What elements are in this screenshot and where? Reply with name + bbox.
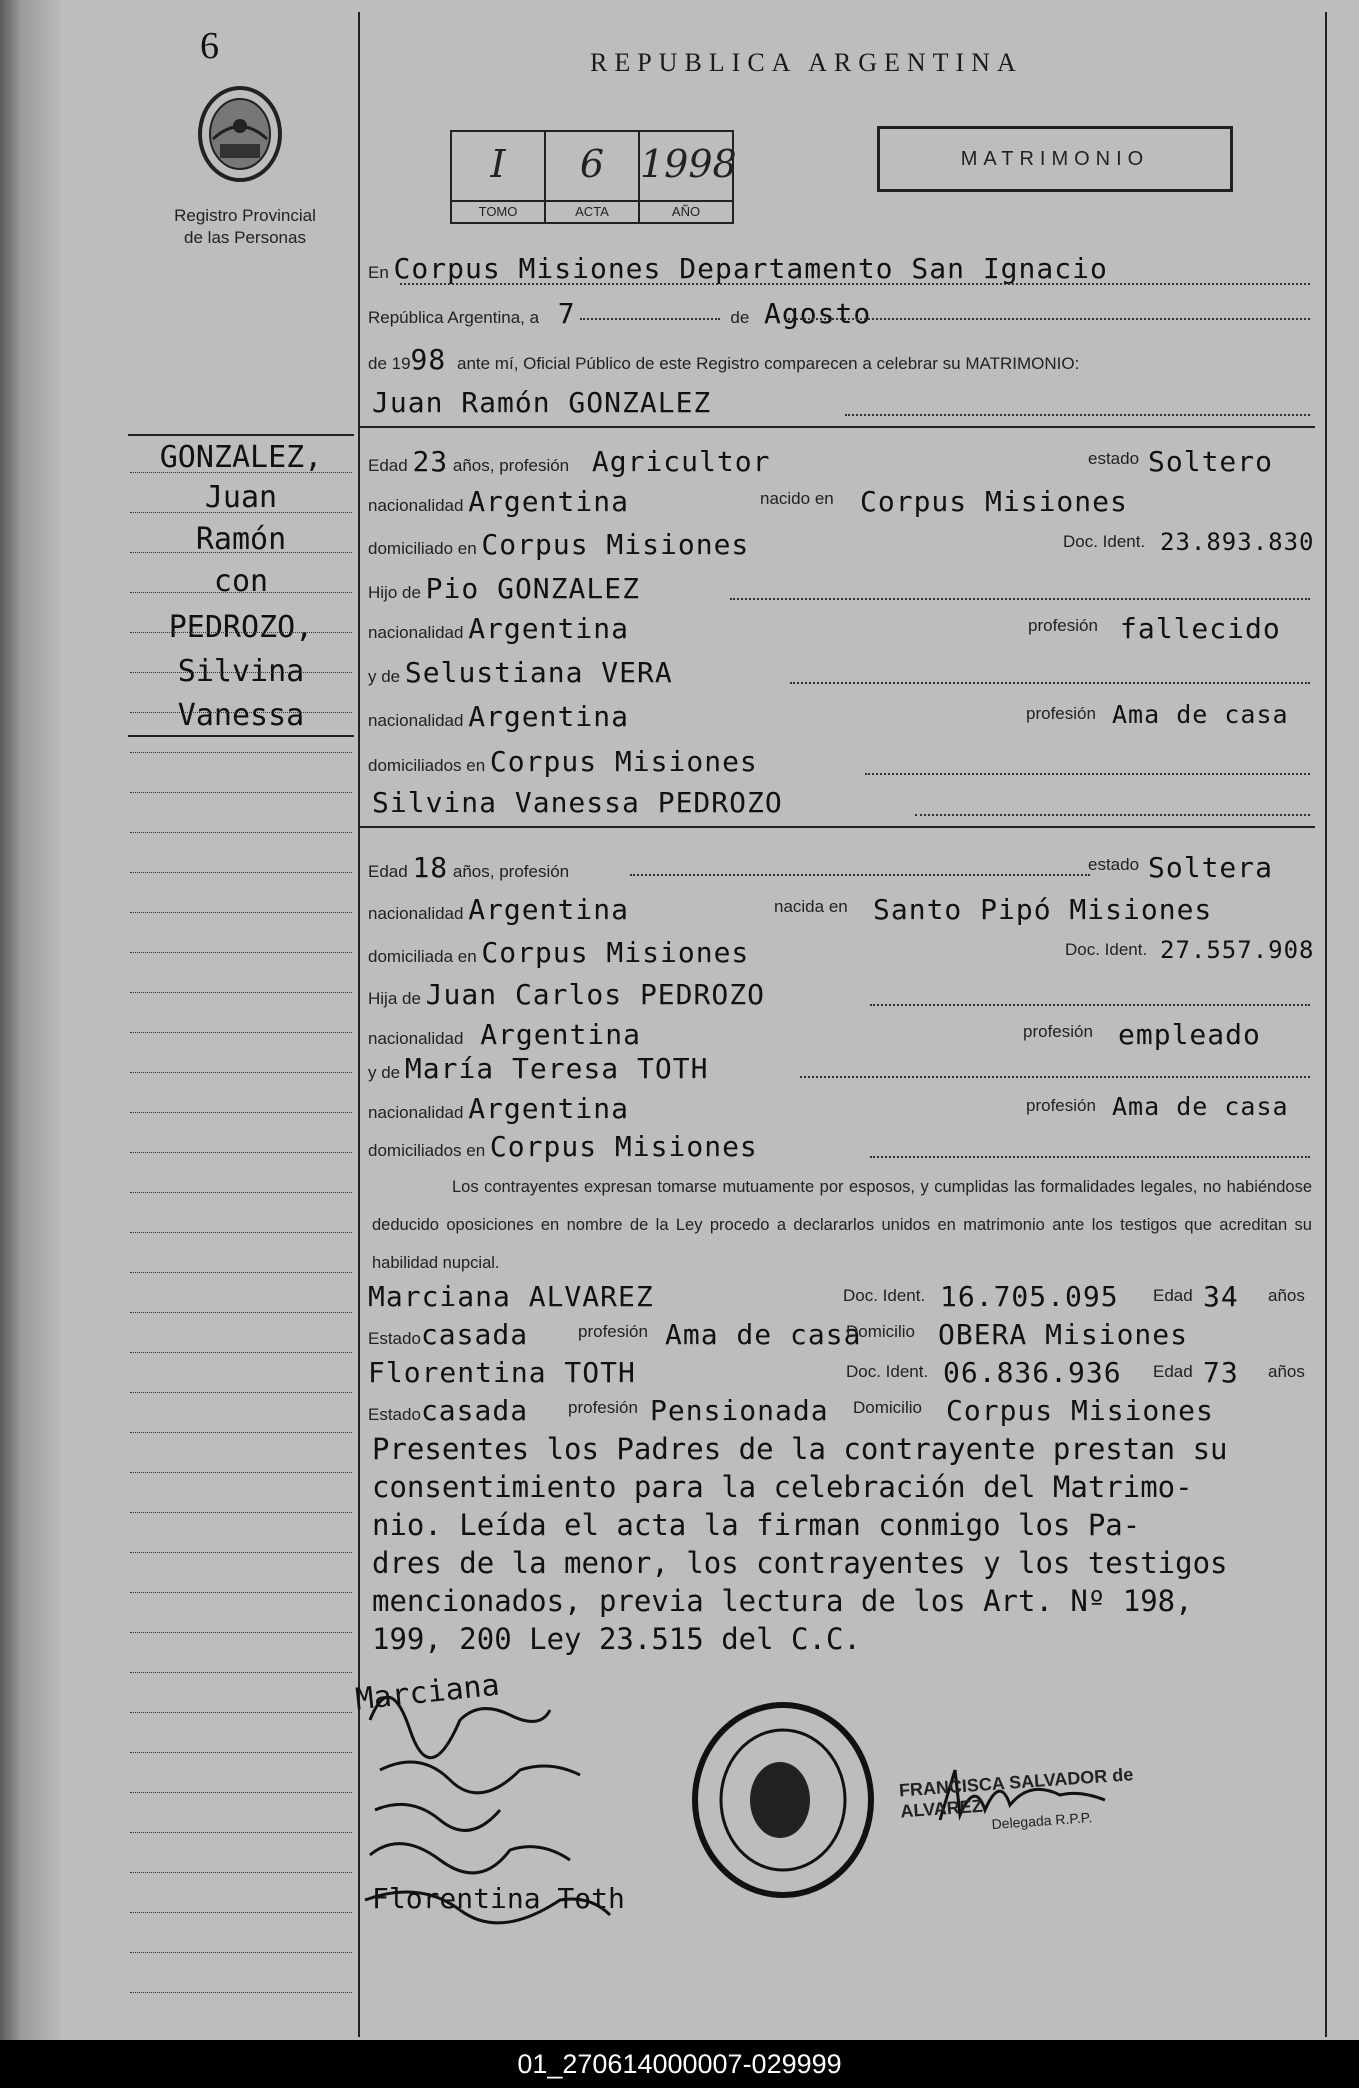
note-line: nio. Leída el acta la firman conmigo los Pa- xyxy=(372,1508,1141,1542)
en-label: En xyxy=(368,263,389,282)
profesion-label: profesión xyxy=(578,1322,648,1341)
witness1-name: Marciana ALVAREZ xyxy=(368,1280,654,1313)
margin-rule xyxy=(130,1912,352,1913)
statement-row xyxy=(368,343,1313,377)
margin-rule xyxy=(130,872,352,873)
edad-label: Edad xyxy=(368,456,408,475)
acta-value: 6 xyxy=(579,142,605,186)
profesion-label: profesión xyxy=(1026,1096,1096,1115)
tomo-label: TOMO xyxy=(452,200,544,222)
de-label: de xyxy=(730,308,750,327)
section-divider xyxy=(360,826,1315,828)
margin-bottom-rule xyxy=(128,735,354,737)
margin-rule xyxy=(130,1112,352,1113)
dotted-line xyxy=(785,318,1310,320)
month-value: Agosto xyxy=(764,297,872,330)
registry-name xyxy=(150,205,340,249)
nacionalidad-label: nacionalidad xyxy=(368,904,464,923)
groom-mother: Selustiana VERA xyxy=(404,656,673,689)
edad-label: Edad xyxy=(1153,1286,1193,1305)
nacionalidad-label: nacionalidad xyxy=(368,496,464,515)
bride-age-row xyxy=(368,851,1313,885)
margin-rule xyxy=(130,752,352,753)
margin-rule xyxy=(130,1072,352,1073)
doc-ident-label: Doc. Ident. xyxy=(843,1286,926,1305)
groom-mother-profession: Ama de casa xyxy=(1112,700,1289,729)
margin-rule xyxy=(130,1792,352,1793)
margin-rule xyxy=(130,472,352,473)
witness1-doc: 16.705.095 xyxy=(940,1280,1119,1313)
estado-label: Estado xyxy=(368,1405,421,1424)
note-line: consentimiento para la celebración del Matrimo- xyxy=(372,1470,1193,1504)
groom-father: Pio GONZALEZ xyxy=(425,572,640,605)
bride-father-nat-row xyxy=(368,1018,1313,1052)
witness1-age: 34 xyxy=(1203,1280,1239,1313)
dotted-line xyxy=(580,318,720,320)
estado-label: Estado xyxy=(368,1329,421,1348)
dotted-line xyxy=(845,414,1310,416)
year-value: 98 xyxy=(410,343,447,376)
declaration-text: Los contrayentes expresan tomarse mutuamente por esposos, y cumplidas las formalidades legales, no habiéndose deducido oposiciones en nombre de la Ley procedo a declararlos unidos en matrimonio ante los testigos que acreditan su habilidad nupcial. xyxy=(372,1178,1312,1272)
margin-top-rule xyxy=(128,434,354,436)
witness1-row xyxy=(368,1280,1313,1314)
witness2-doc: 06.836.936 xyxy=(943,1356,1122,1389)
margin-rule xyxy=(130,632,352,633)
margin-rule xyxy=(130,792,352,793)
estado-label: estado xyxy=(1088,855,1140,874)
witness2-profession: Pensionada xyxy=(650,1394,829,1427)
witness2-estado: casada xyxy=(420,1394,529,1427)
bride-nationality-row xyxy=(368,893,1313,927)
registry-line-1: Registro Provincial xyxy=(174,206,316,225)
margin-rule xyxy=(130,512,352,513)
margin-name-line: Juan xyxy=(204,480,278,515)
groom-nationality-row xyxy=(368,485,1313,519)
margin-rule xyxy=(130,712,352,713)
bride-father-nationality: Argentina xyxy=(480,1018,641,1051)
bride-nationality: Argentina xyxy=(468,893,629,926)
image-id-footer: 01_270614000007-029999 xyxy=(0,2040,1359,2088)
margin-rule xyxy=(130,1352,352,1353)
profesion-label: profesión xyxy=(568,1398,638,1417)
nacida-label: nacida en xyxy=(774,897,848,916)
bride-mother-nat-row xyxy=(368,1092,1313,1126)
signature-text: Marciana xyxy=(353,1667,502,1718)
registry-line-2: de las Personas xyxy=(184,228,306,247)
ano-cell xyxy=(640,132,737,222)
place-value: Corpus Misiones Departamento San Ignacio xyxy=(393,252,1108,285)
groom-doc: 23.893.830 xyxy=(1160,528,1315,556)
margin-rule xyxy=(130,1872,352,1873)
domicilio-label: Domicilio xyxy=(846,1322,915,1341)
domiciliados-label: domiciliados en xyxy=(368,756,486,775)
doc-ident-label: Doc. Ident. xyxy=(1063,532,1146,551)
domiciliada-label: domiciliada en xyxy=(368,947,477,966)
groom-mother-row xyxy=(368,656,1313,690)
bride-mother-nationality: Argentina xyxy=(468,1092,629,1125)
note-line: dres de la menor, los contrayentes y los testigos xyxy=(372,1546,1228,1580)
margin-rule xyxy=(130,1032,352,1033)
hijo-label: Hijo de xyxy=(368,583,421,602)
nacionalidad-label: nacionalidad xyxy=(368,623,464,642)
y-de-label: y de xyxy=(368,1063,401,1082)
day-value: 7 xyxy=(557,297,576,330)
margin-rule xyxy=(130,1992,352,1993)
groom-father-profession: fallecido xyxy=(1120,612,1281,645)
doc-ident-label: Doc. Ident. xyxy=(846,1362,929,1381)
margin-rule xyxy=(130,952,352,953)
binding-shadow xyxy=(0,0,60,2040)
section-divider xyxy=(360,426,1315,428)
record-reference-box xyxy=(450,130,737,224)
date-row xyxy=(368,297,1313,331)
witness1-profession: Ama de casa xyxy=(665,1318,862,1351)
groom-estado: Soltero xyxy=(1148,445,1274,478)
witness1-domicile: OBERA Misiones xyxy=(938,1318,1189,1351)
bride-parents-domicile: Corpus Misiones xyxy=(489,1130,758,1163)
groom-domicile: Corpus Misiones xyxy=(481,528,750,561)
margin-rule xyxy=(130,912,352,913)
bride-domicile-row xyxy=(368,936,1313,970)
signature-text: Florentina Toth xyxy=(372,1882,625,1915)
margin-rule xyxy=(130,1192,352,1193)
nacionalidad-label: nacionalidad xyxy=(368,1103,464,1122)
witness2-name: Florentina TOTH xyxy=(368,1356,636,1389)
witness1-detail-row xyxy=(368,1318,1313,1352)
bride-parents-dom-row xyxy=(368,1130,1313,1164)
dotted-line xyxy=(870,1156,1310,1158)
dotted-line xyxy=(630,874,1090,876)
document-type-box: MATRIMONIO xyxy=(877,126,1233,192)
domiciliado-label: domiciliado en xyxy=(368,539,477,558)
nacionalidad-label: nacionalidad xyxy=(368,711,464,730)
tomo-cell xyxy=(452,132,546,222)
bride-doc: 27.557.908 xyxy=(1160,936,1315,964)
groom-mother-nat-row xyxy=(368,700,1313,734)
groom-parents-domicile: Corpus Misiones xyxy=(489,745,758,778)
witness2-domicile: Corpus Misiones xyxy=(946,1394,1214,1427)
dotted-line xyxy=(400,283,1310,285)
y-de-label: y de xyxy=(368,667,401,686)
domicilio-label: Domicilio xyxy=(853,1398,922,1417)
profesion-label: profesión xyxy=(1023,1022,1093,1041)
edad-label: Edad xyxy=(1153,1362,1193,1381)
stamp-text xyxy=(698,1910,898,1944)
bride-mother-row xyxy=(368,1052,1313,1086)
margin-rule xyxy=(130,1952,352,1953)
groom-domicile-row xyxy=(368,528,1313,562)
bride-mother: María Teresa TOTH xyxy=(404,1052,709,1085)
margin-rule xyxy=(130,1512,352,1513)
margin-name-line: con xyxy=(213,564,269,599)
groom-father-nat-row xyxy=(368,612,1313,646)
bride-age: 18 xyxy=(412,851,449,884)
margin-name-line: Ramón xyxy=(195,522,287,557)
profesion-label: profesión xyxy=(1028,616,1098,635)
bride-estado: Soltera xyxy=(1148,851,1274,884)
statement-text: ante mí, Oficial Público de este Registro comparecen a celebrar su MATRIMONIO: xyxy=(457,354,1080,373)
margin-rule xyxy=(130,552,352,553)
note-line: 199, 200 Ley 23.515 del C.C. xyxy=(372,1622,861,1656)
dotted-line xyxy=(790,682,1310,684)
nacionalidad-label: nacionalidad xyxy=(368,1029,464,1048)
bride-birthplace: Santo Pipó Misiones xyxy=(873,893,1213,926)
margin-rule xyxy=(130,992,352,993)
groom-mother-nationality: Argentina xyxy=(468,700,629,733)
groom-father-nationality: Argentina xyxy=(468,612,629,645)
margin-name-line: Vanessa xyxy=(177,698,305,733)
estado-label: estado xyxy=(1088,449,1140,468)
bride-domicile: Corpus Misiones xyxy=(481,936,750,969)
bride-father-profession: empleado xyxy=(1118,1018,1261,1051)
margin-rule xyxy=(130,672,352,673)
groom-profession: Agricultor xyxy=(591,445,771,478)
dotted-line xyxy=(800,1076,1310,1078)
dotted-line xyxy=(730,598,1310,600)
anos-profesion-label: años, profesión xyxy=(452,862,570,881)
margin-rule xyxy=(130,1712,352,1713)
margin-rule xyxy=(130,1632,352,1633)
witness2-row xyxy=(368,1356,1313,1390)
ano-value: 1998 xyxy=(640,142,737,186)
margin-name-line: Silvina xyxy=(177,654,305,689)
groom-father-row xyxy=(368,572,1313,606)
tomo-value: I xyxy=(490,142,506,186)
anos-label: años xyxy=(1268,1362,1305,1381)
margin-rule xyxy=(130,1752,352,1753)
groom-name: Juan Ramón GONZALEZ xyxy=(372,386,712,419)
witness2-age: 73 xyxy=(1203,1356,1239,1389)
margin-rule xyxy=(130,1832,352,1833)
margin-rule xyxy=(130,1432,352,1433)
page-number: 6 xyxy=(200,25,219,67)
official-title: Delegada R.P.P. xyxy=(991,1809,1093,1833)
margin-rule xyxy=(130,592,352,593)
margin-rule xyxy=(130,1272,352,1273)
anos-label: años xyxy=(1268,1286,1305,1305)
doc-ident-label: Doc. Ident. xyxy=(1065,940,1148,959)
nacido-label: nacido en xyxy=(760,489,834,508)
bride-name: Silvina Vanessa PEDROZO xyxy=(372,786,783,819)
republica-label: República Argentina, a xyxy=(368,308,540,327)
hija-label: Hija de xyxy=(368,989,421,1008)
registry-stamp-icon xyxy=(688,1700,878,1900)
margin-rule xyxy=(130,1392,352,1393)
dotted-line xyxy=(870,1004,1310,1006)
margin-rule xyxy=(130,1672,352,1673)
profesion-label: profesión xyxy=(1026,704,1096,723)
year-prefix: de 19 xyxy=(368,354,411,373)
margin-rule xyxy=(130,1472,352,1473)
bride-mother-profession: Ama de casa xyxy=(1112,1092,1289,1121)
country-heading: REPUBLICA ARGENTINA xyxy=(590,48,1023,77)
ano-label: AÑO xyxy=(640,200,732,222)
provincial-seal-icon xyxy=(195,84,285,184)
bride-father: Juan Carlos PEDROZO xyxy=(425,978,765,1011)
witness1-estado: casada xyxy=(420,1318,529,1351)
right-border xyxy=(1325,12,1327,2037)
margin-name-line: GONZALEZ, xyxy=(159,440,323,475)
margin-rule xyxy=(130,1312,352,1313)
note-line: mencionados, previa lectura de los Art. Nº 198, xyxy=(372,1584,1193,1618)
margin-rule xyxy=(130,1552,352,1553)
official-name: FRANCISCA SALVADOR de ALVAREZ xyxy=(898,1764,1134,1822)
dotted-line xyxy=(865,773,1310,775)
acta-label: ACTA xyxy=(546,200,638,222)
dotted-line xyxy=(915,814,1310,816)
margin-rule xyxy=(130,832,352,833)
groom-nationality: Argentina xyxy=(468,485,629,518)
margin-name-line: PEDROZO, xyxy=(168,610,314,645)
witness2-detail-row xyxy=(368,1394,1313,1428)
margin-rule xyxy=(130,1592,352,1593)
anos-profesion-label: años, profesión xyxy=(452,456,570,475)
note-line: Presentes los Padres de la contrayente prestan su xyxy=(372,1432,1228,1466)
groom-age-row xyxy=(368,445,1313,479)
groom-age: 23 xyxy=(412,445,449,478)
place-row xyxy=(368,252,1313,286)
edad-label: Edad xyxy=(368,862,408,881)
bride-father-row xyxy=(368,978,1313,1012)
acta-cell xyxy=(546,132,640,222)
margin-rule xyxy=(130,1232,352,1233)
groom-birthplace: Corpus Misiones xyxy=(860,485,1128,518)
margin-rule xyxy=(130,1152,352,1153)
domiciliados-label: domiciliados en xyxy=(368,1141,486,1160)
